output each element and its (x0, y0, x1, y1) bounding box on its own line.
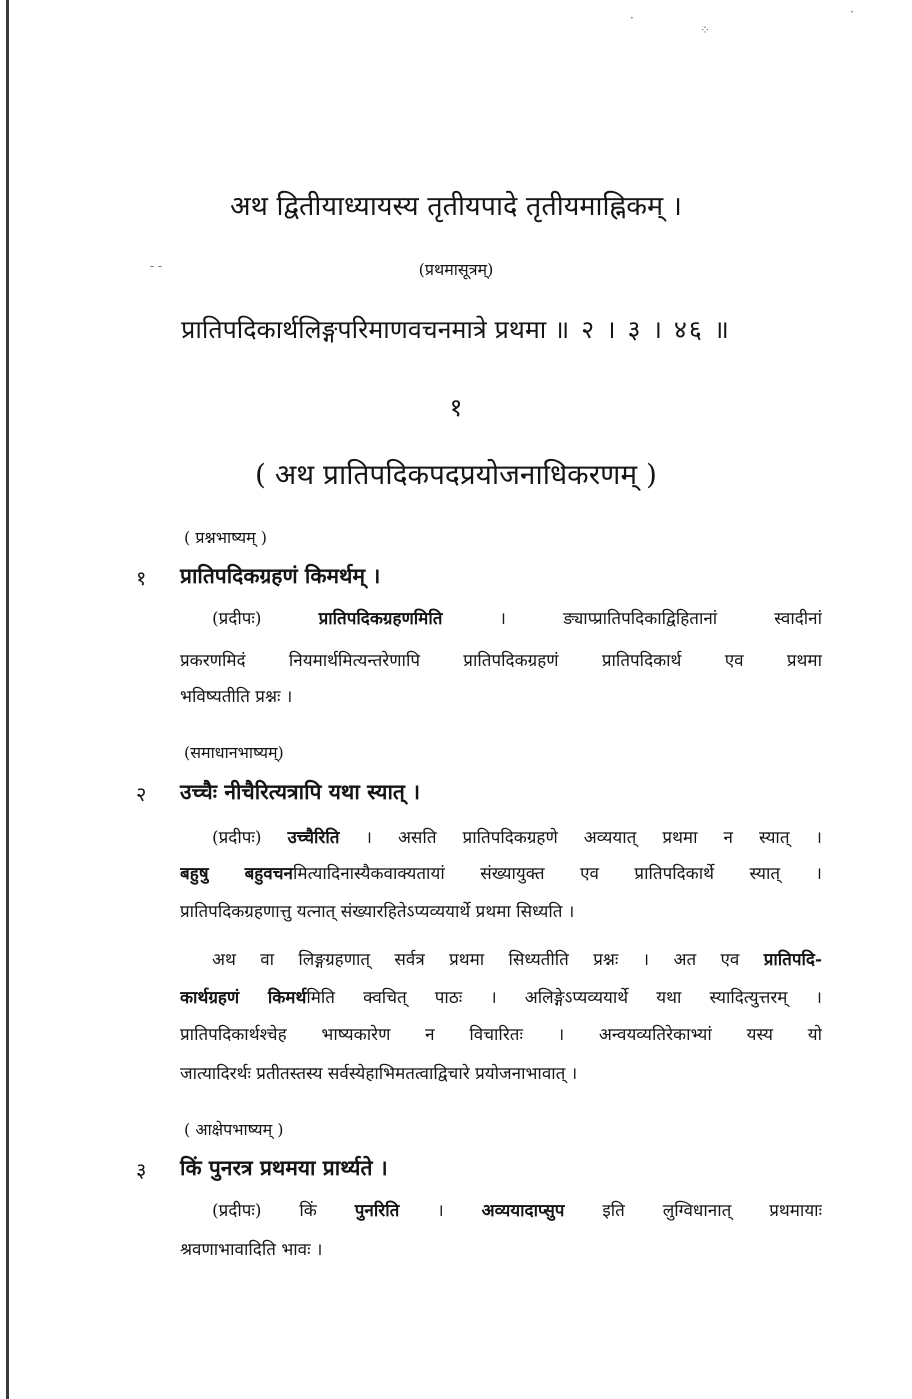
pradipa-text: मित्यादिनास्यैकवाक्यतायां संख्यायुक्त एव प्रातिपदिकार्थे स्यात् । (293, 864, 822, 884)
pradipa-line (212, 606, 822, 632)
pradipa-line (212, 947, 822, 973)
scan-speck: · (850, 5, 854, 19)
pradipa-line (212, 1198, 822, 1224)
bhashya-number: ३ (136, 1158, 147, 1182)
pradipa-line: श्रवणाभावादिति भावः । (180, 1240, 323, 1260)
scan-speck: ⁘ (700, 23, 711, 37)
pradipa-line: प्रातिपदिकार्थश्चेह भाष्यकारेण न विचारितः । अन्वयव्यतिरेकाभ्यां यस्य यो (180, 1025, 822, 1045)
pradipa-head: प्रातिपदिकग्रहणमिति (318, 609, 443, 629)
pradipa-text: । (437, 1201, 444, 1221)
pradipa-line: भविष्यतीति प्रश्नः । (180, 687, 293, 707)
chapter-heading: अथ द्वितीयाध्यायस्य तृतीयपादे तृतीयमाह्निकम् । (230, 191, 682, 222)
sutra-number: ॥ २ । ३ । ४६ ॥ (554, 315, 731, 344)
section-number: १ (449, 393, 463, 422)
pradipa-text: । असति प्रातिपदिकग्रहणे अव्ययात् प्रथमा न स्यात् । (365, 828, 822, 848)
bhashya-label: ( आक्षेपभाष्यम् ) (184, 1120, 284, 1139)
pradipa-line (180, 985, 822, 1011)
pradipa-head: उच्चैरिति (287, 828, 340, 848)
pradipa-bold-text: कार्थग्रहणं किमर्थ (180, 988, 307, 1008)
pradipa-line (180, 861, 822, 887)
sutra-line (0, 312, 912, 346)
bhashya-label: ( प्रश्नभाष्यम् ) (184, 528, 267, 547)
pradipa-text: । ङ्याप्प्रातिपदिकाद्विहितानां स्वादीनां (499, 609, 822, 629)
pradipa-head: पुनरिति (354, 1201, 400, 1221)
pradipa-text: अथ वा लिङ्गग्रहणात् सर्वत्र प्रथमा सिध्यतीति प्रश्नः । अत एव (212, 950, 740, 970)
bhashya-text: उच्चैः नीचैरित्यत्रापि यथा स्यात् । (180, 779, 421, 804)
scan-speck: - - (150, 259, 162, 273)
bhashya-number: २ (136, 782, 147, 806)
pradipa-text: मिति क्वचित् पाठः । अलिङ्गेऽप्यव्ययार्थे यथा स्यादित्युत्तरम् । (306, 988, 822, 1008)
bhashya-number: १ (136, 566, 147, 590)
bhashya-label: (समाधानभाष्यम्) (184, 743, 284, 762)
pradipa-text: किं (299, 1201, 317, 1221)
pradipa-tag: (प्रदीपः) (212, 828, 262, 848)
pradipa-line: जात्यादिरर्थः प्रतीतस्तस्य सर्वस्येहाभिमतत्वाद्विचारे प्रयोजनाभावात् । (180, 1064, 578, 1084)
bhashya-text: किं पुनरत्र प्रथमया प्रार्थ्यते । (180, 1155, 388, 1180)
adhikarana-title: ( अथ प्रातिपदिकपदप्रयोजनाधिकरणम् ) (255, 458, 657, 491)
pradipa-text: इति लुग्विधानात् प्रथमायाः (602, 1201, 822, 1221)
pradipa-line: प्रकरणमिदं नियमार्थमित्यन्तरेणापि प्रातिपदिकग्रहणं प्रातिपदिकार्थ एव प्रथमा (180, 651, 822, 671)
sutra-text: प्रातिपदिकार्थलिङ्गपरिमाणवचनमात्रे प्रथमा (181, 315, 547, 344)
bhashya-text: प्रातिपदिकग्रहणं किमर्थम् । (180, 563, 381, 588)
pradipa-tag: (प्रदीपः) (212, 609, 262, 629)
sutra-label: (प्रथमासूत्रम्) (418, 260, 494, 279)
pradipa-line: प्रातिपदिकग्रहणात्तु यत्नात् संख्यारहितेऽप्यव्ययार्थे प्रथमा सिध्यति । (180, 902, 575, 922)
scan-speck: · (630, 11, 634, 25)
pradipa-bold-text: बहुषु बहुवचन (180, 864, 293, 884)
pradipa-bold-text: अव्ययादाप्सुप (481, 1201, 565, 1221)
pradipa-tag: (प्रदीपः) (212, 1201, 262, 1221)
pradipa-line (212, 825, 822, 851)
pradipa-bold-text: प्रातिपदि- (763, 950, 822, 970)
